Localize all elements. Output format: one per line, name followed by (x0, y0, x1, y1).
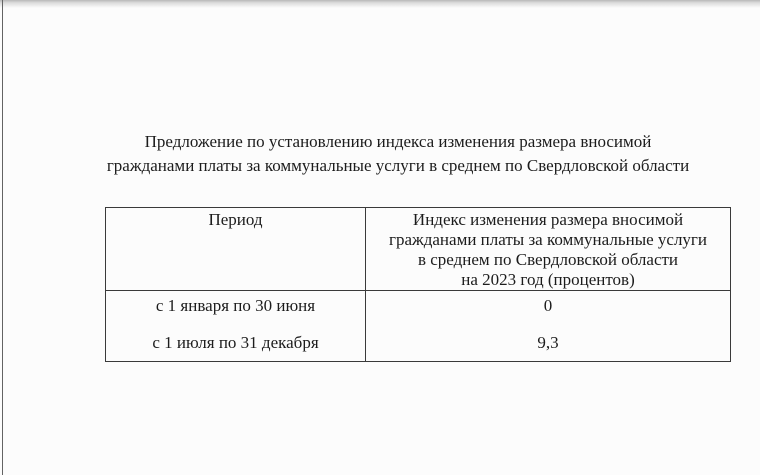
index-value-cell (366, 291, 731, 362)
table-body-row (106, 291, 731, 362)
period-column-header: Период (106, 208, 366, 291)
index-header-line-2: гражданами платы за коммунальные услуги (388, 230, 708, 249)
index-header-line-4: на 2023 год (процентов) (461, 270, 635, 289)
index-header-line-3: в среднем по Свердловской области (417, 250, 679, 269)
index-column-header (366, 208, 731, 291)
table-header-row (106, 208, 731, 291)
index-value-1: 0 (543, 296, 553, 315)
document-title (58, 130, 738, 178)
title-line-1: Предложение по установлению индекса изменения размера вносимой (144, 132, 652, 151)
period-row-1: с 1 января по 30 июня (155, 296, 316, 315)
page-left-edge-line (2, 0, 3, 475)
index-header-line-1: Индекс изменения размера вносимой (412, 210, 684, 229)
index-table (105, 207, 731, 362)
period-row-2: с 1 июля по 31 декабря (152, 333, 319, 352)
index-value-2: 9,3 (537, 333, 559, 352)
top-shadow (0, 0, 760, 8)
period-cell (106, 291, 366, 362)
title-line-2: гражданами платы за коммунальные услуги в среднем по Свердловской области (106, 156, 690, 175)
